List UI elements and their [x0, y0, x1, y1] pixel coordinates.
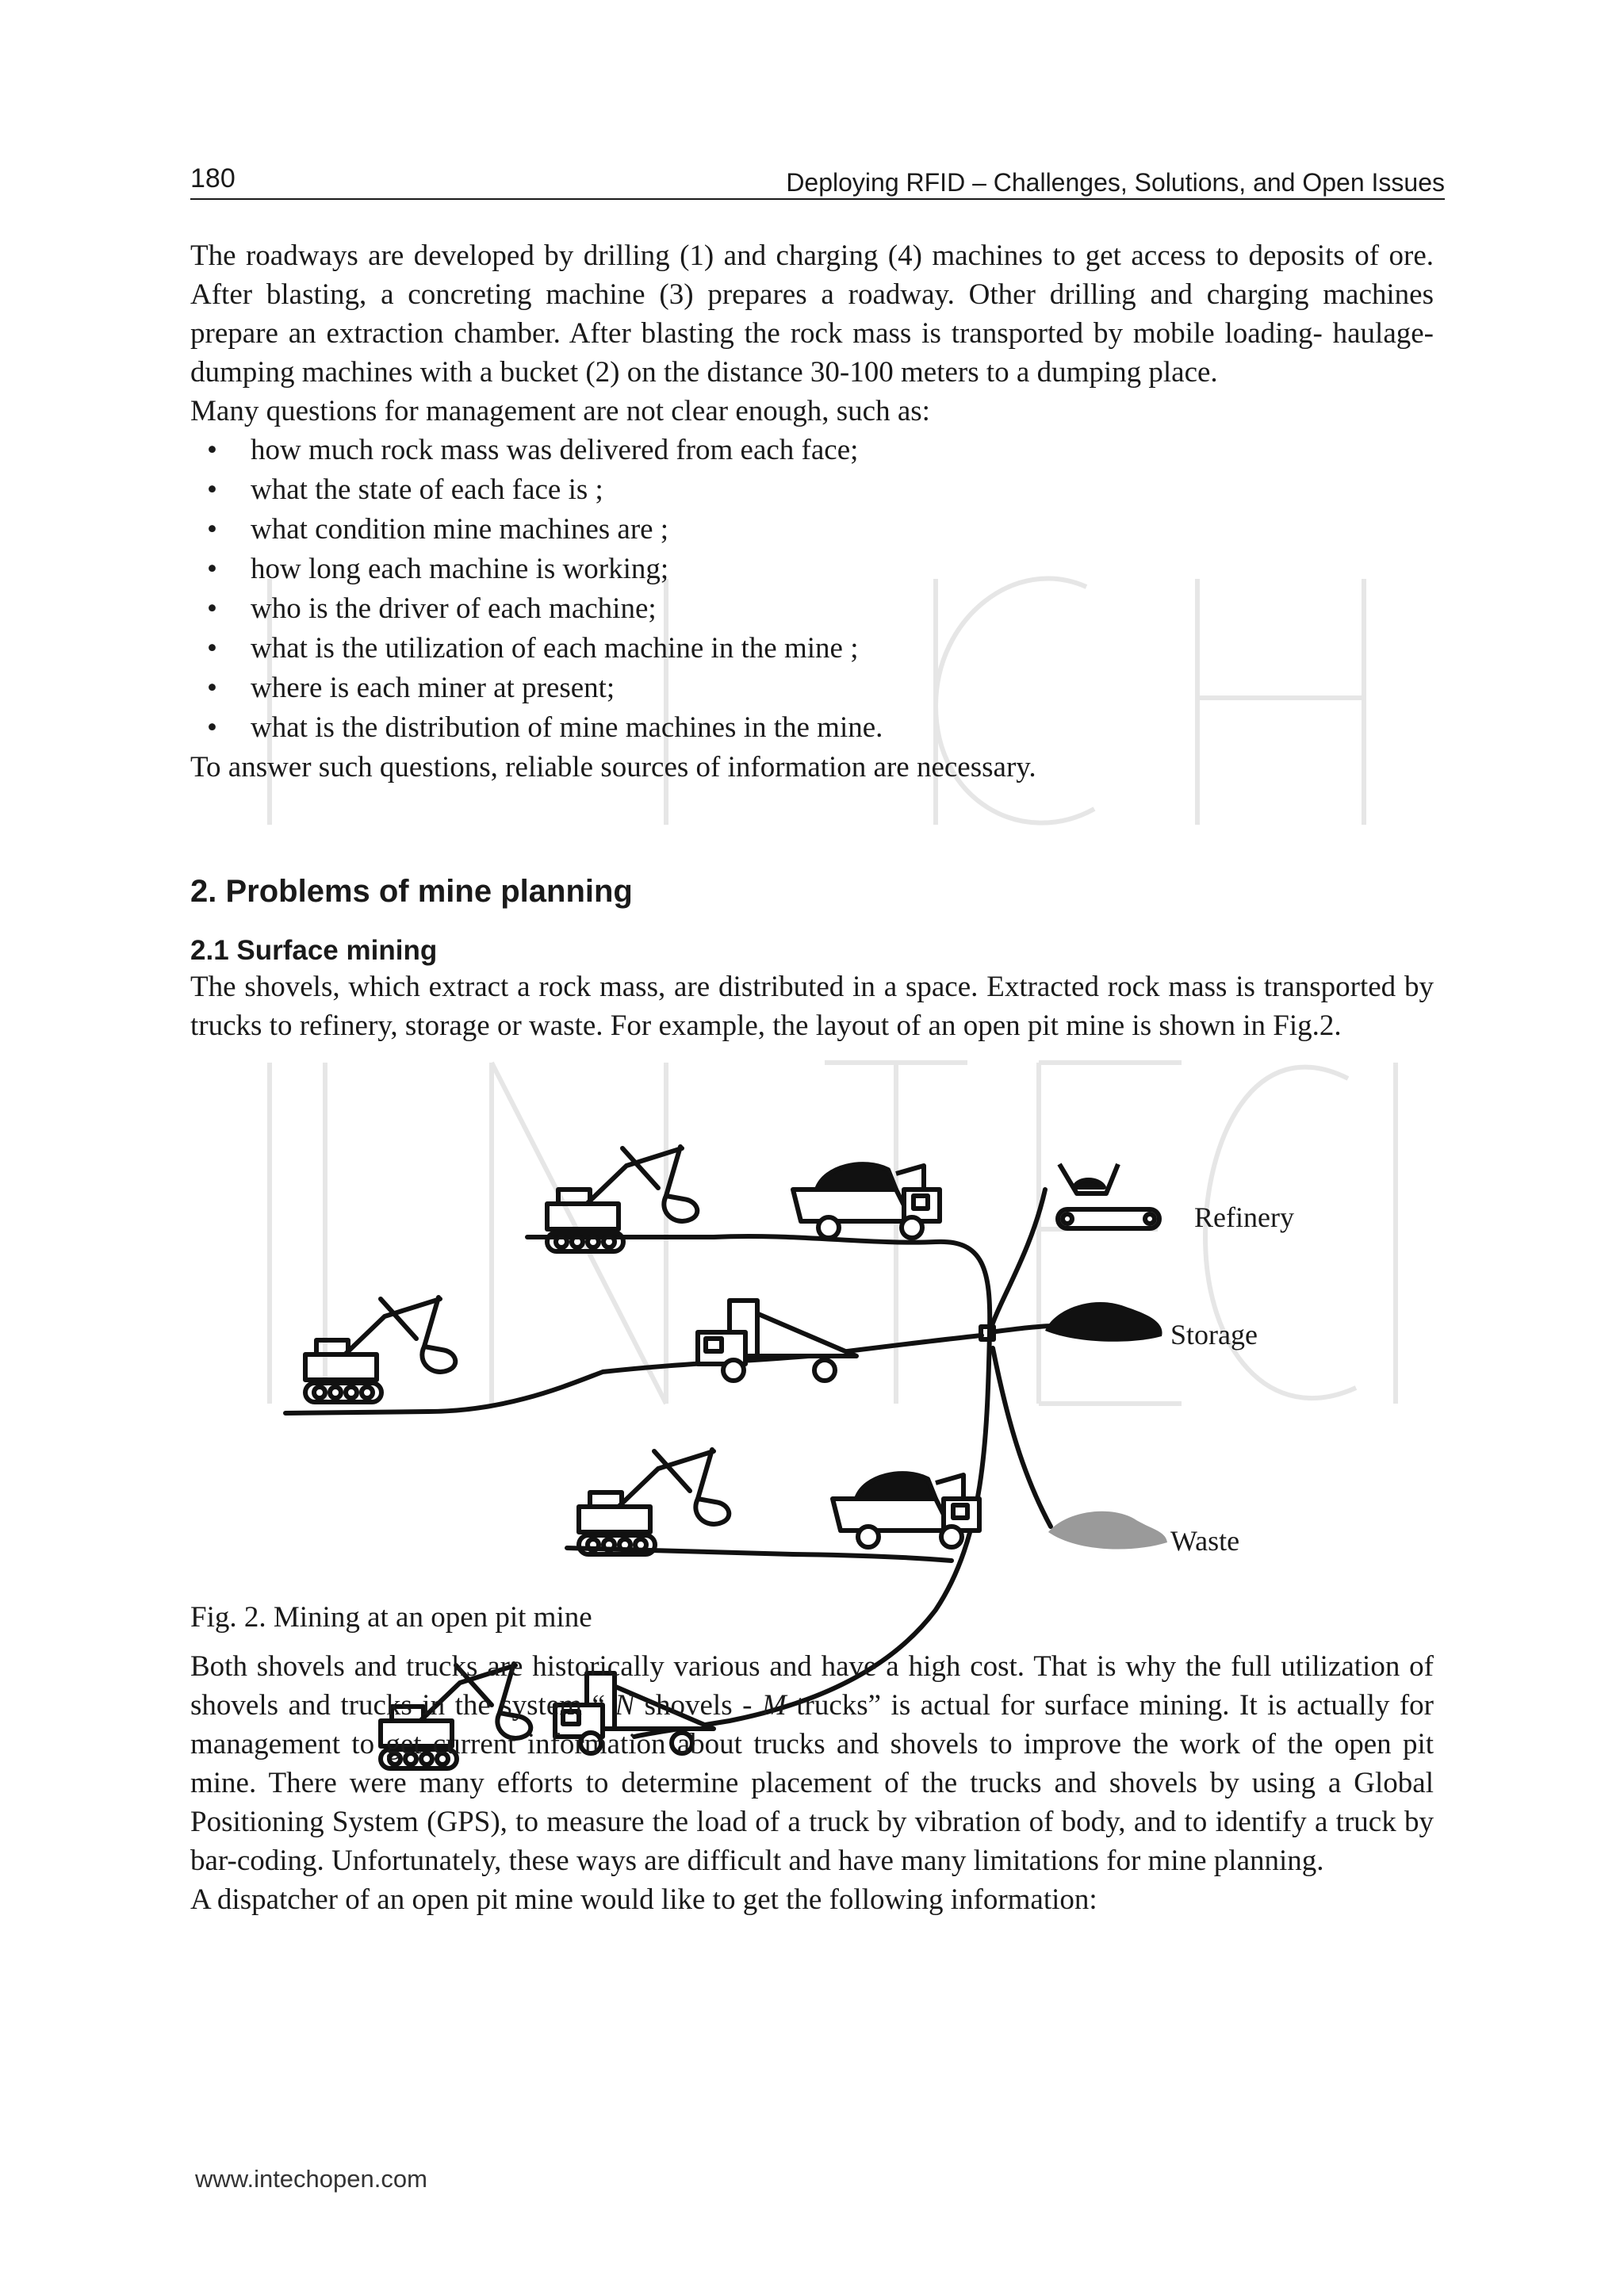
refinery-icon — [1058, 1164, 1159, 1228]
list-item: • what is the utilization of each machine in the mine ; — [190, 629, 1434, 669]
questions-list — [190, 431, 1434, 748]
storage-label: Storage — [1170, 1319, 1258, 1350]
running-title: Deploying RFID – Challenges, Solutions, and Open Issues — [786, 168, 1445, 197]
questions-lead: Many questions for management are not clear enough, such as: — [190, 395, 930, 427]
section-heading: 2. Problems of mine planning — [190, 874, 633, 909]
page-number: 180 — [190, 163, 236, 193]
intro-section — [190, 236, 1434, 787]
utilization-paragraph: Both shovels and trucks are historically various and have a high cost. That is why the full utilization of shovels and trucks in the system “ N shovels - M trucks” is actual for surface mining. It is actually for management to get current information about trucks and shovels to improve the work of the open pit mine. There were many efforts to determine placement of the trucks and shovels by using a Global Positioning System (GPS), to measure the load of a truck by vibration of body, and to identify a truck by bar-coding. Unfortunately, these ways are difficult and have many limitations for mine planning. — [190, 1650, 1434, 1877]
storage-pile-icon — [1045, 1302, 1162, 1342]
truck-middle — [698, 1301, 856, 1381]
surface-mining-paragraph: The shovels, which extract a rock mass, are distributed in a space. Extracted rock mass is transported by trucks to refinery, storage or waste. For example, the layout of an open pit mine is shown in Fig.2. — [190, 971, 1434, 1042]
variable-m: M — [761, 1689, 787, 1722]
after-figure-section — [190, 1647, 1434, 1919]
list-item: • what the state of each face is ; — [190, 470, 1434, 510]
intro-closing: To answer such questions, reliable sources of information are necessary. — [190, 751, 1036, 783]
bullet-icon: • — [207, 553, 217, 585]
list-item: • how much rock mass was delivered from each face; — [190, 431, 1434, 470]
bullet-icon: • — [207, 434, 217, 466]
shovel-middle — [305, 1297, 455, 1402]
figure-caption: Fig. 2. Mining at an open pit mine — [190, 1601, 592, 1634]
list-item: • what is the distribution of mine machines in the mine. — [190, 708, 1434, 748]
footer-url: www.intechopen.com — [195, 2165, 427, 2193]
header-rule — [190, 198, 1445, 200]
shovel-bottom — [579, 1450, 729, 1554]
bullet-icon: • — [207, 473, 217, 506]
dispatcher-paragraph: A dispatcher of an open pit mine would like to get the following information: — [190, 1883, 1097, 1916]
subsection-heading: 2.1 Surface mining — [190, 935, 438, 966]
waste-pile-icon — [1048, 1511, 1167, 1550]
truck-top — [793, 1164, 940, 1238]
bullet-icon: • — [207, 711, 217, 744]
list-item: • where is each miner at present; — [190, 669, 1434, 708]
surface-mining-section — [190, 967, 1434, 1045]
list-item: • who is the driver of each machine; — [190, 589, 1434, 629]
list-item: • what condition mine machines are ; — [190, 510, 1434, 550]
intro-paragraph: The roadways are developed by drilling (1) and charging (4) machines to get access to deposits of ore. After blasting, a concreting machine (3) prepares a roadway. Other drilling and charging machines prepare an extraction chamber. After blasting the rock mass is transported by mobile loading- haulage-dumping machines with a bucket (2) on the distance 30-100 meters to a dumping place. — [190, 239, 1434, 389]
bullet-icon: • — [207, 632, 217, 665]
truck-bottom — [833, 1473, 979, 1547]
waste-label: Waste — [1170, 1525, 1240, 1557]
list-item: • how long each machine is working; — [190, 550, 1434, 589]
bullet-icon: • — [207, 513, 217, 546]
bullet-icon: • — [207, 672, 217, 704]
bullet-icon: • — [207, 592, 217, 625]
refinery-label: Refinery — [1194, 1201, 1294, 1233]
variable-n: N — [615, 1689, 635, 1722]
